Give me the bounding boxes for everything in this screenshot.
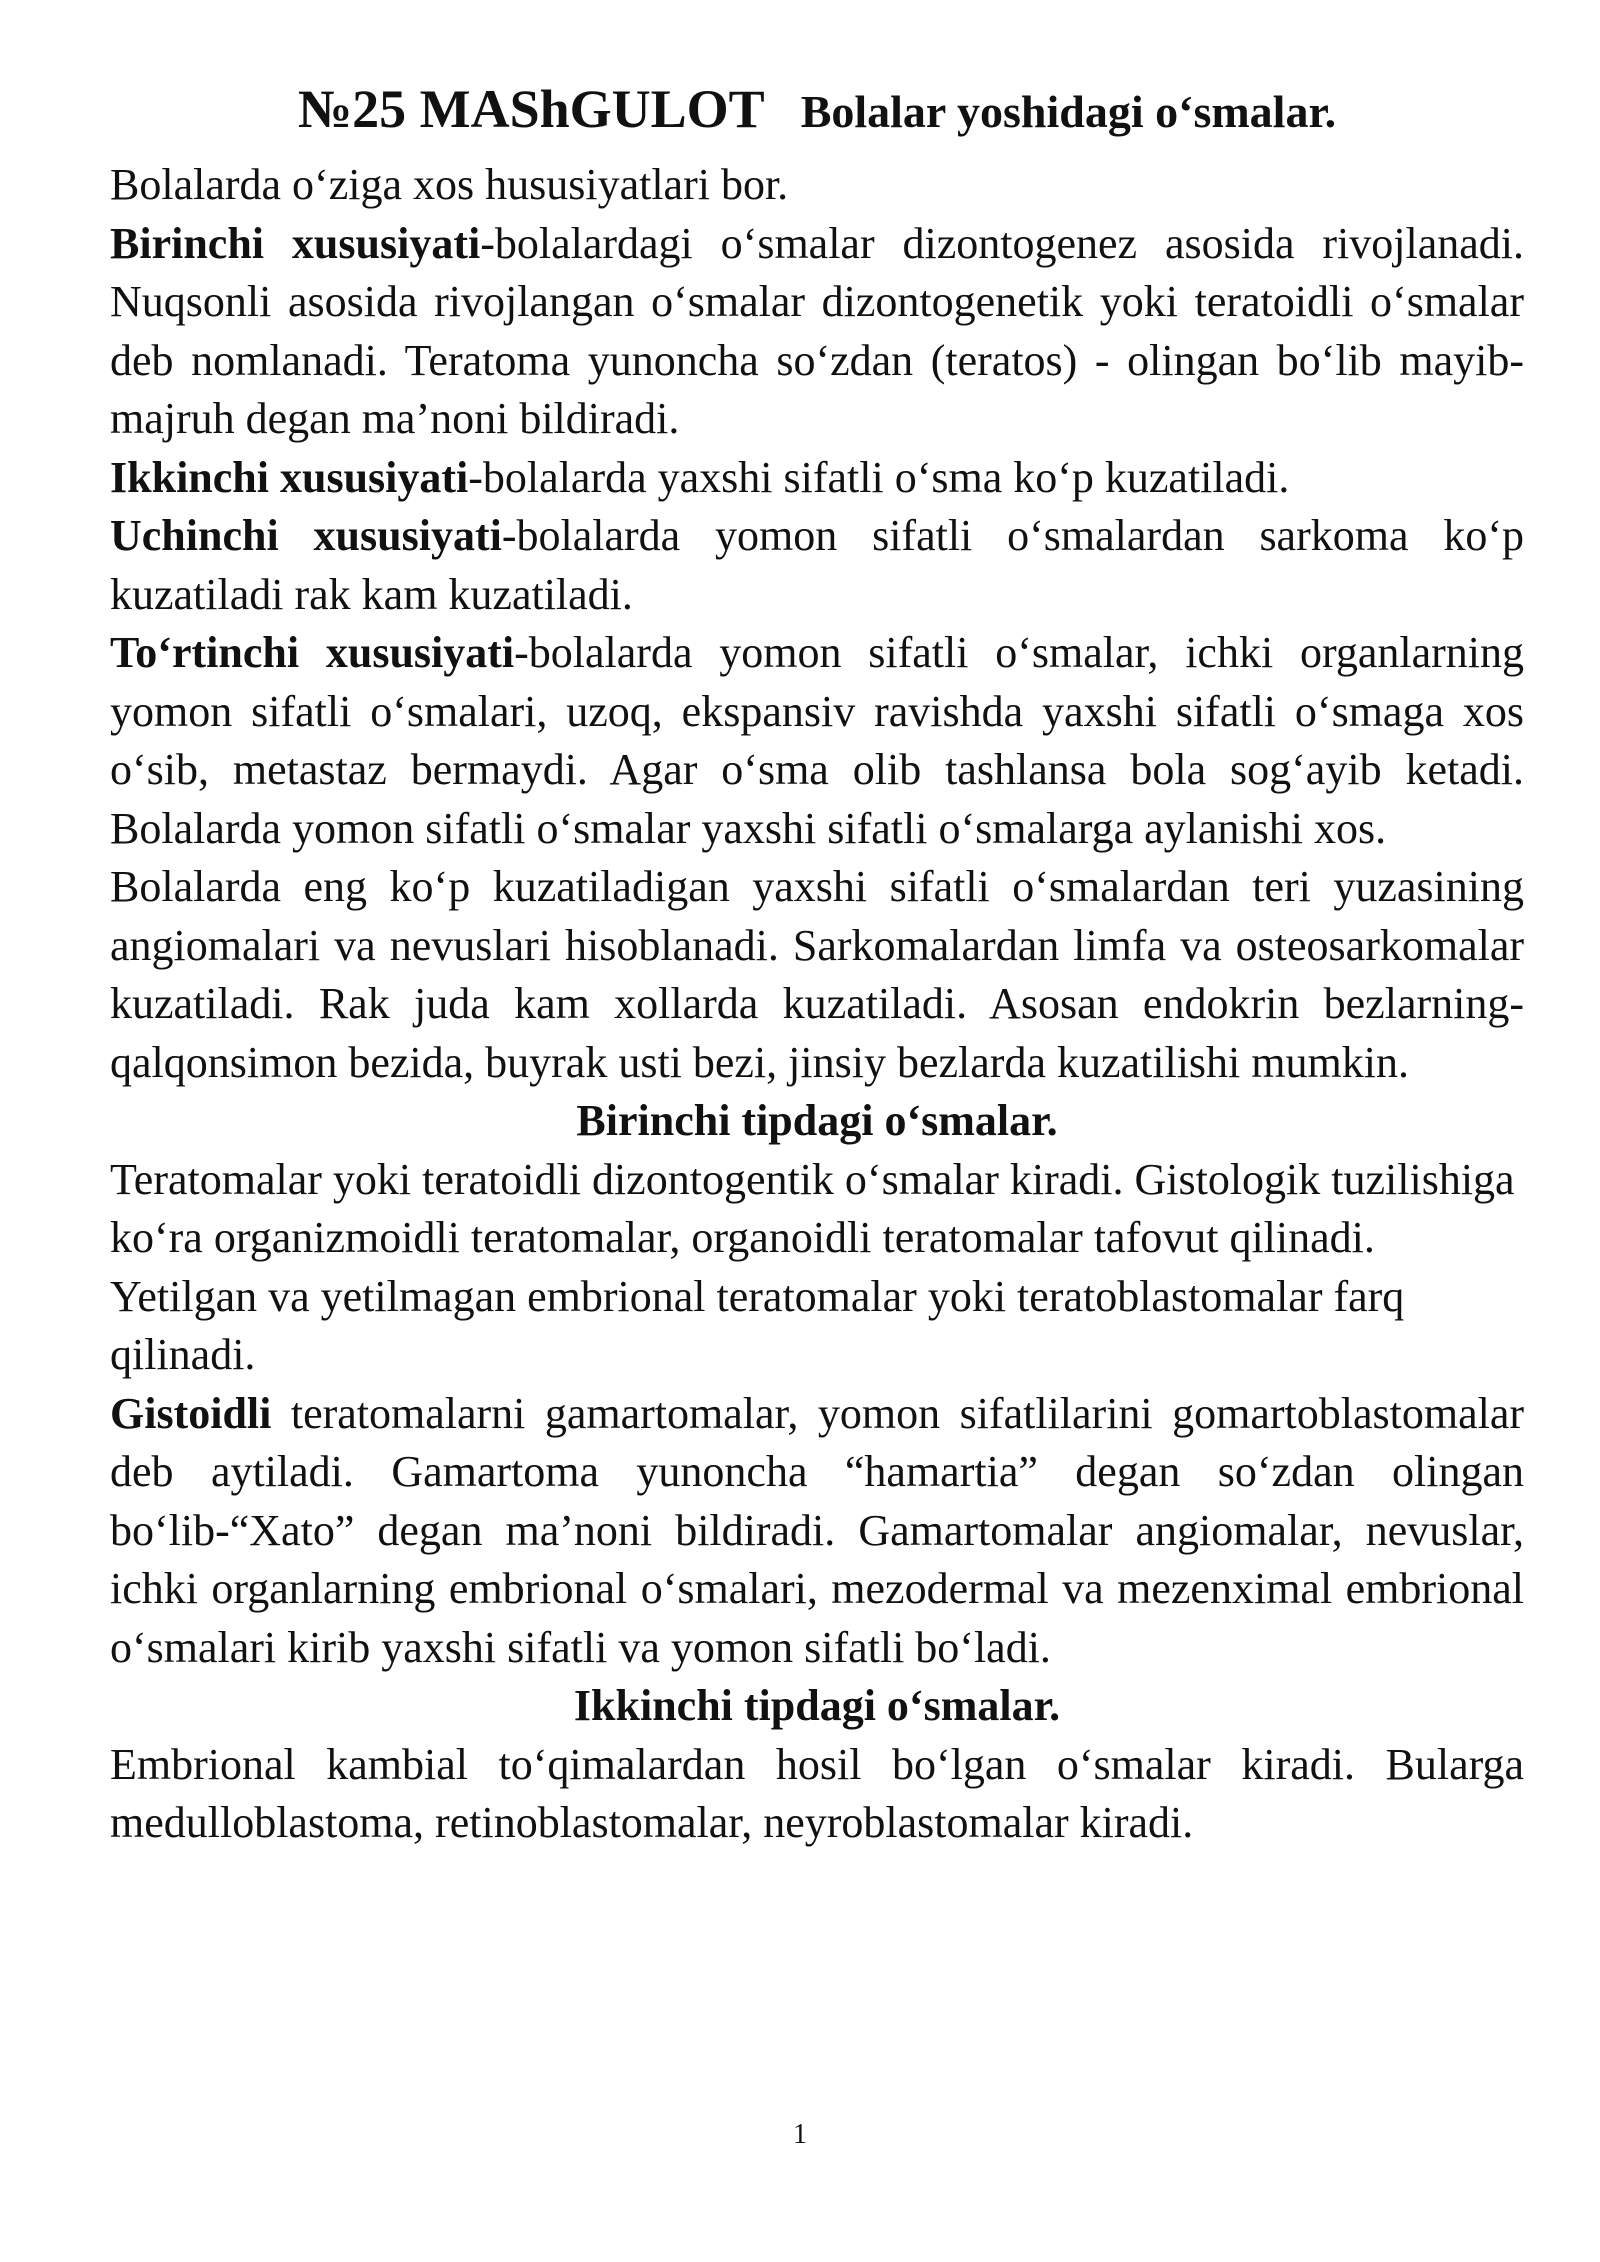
paragraph-fourth-feature (110, 624, 1524, 858)
second-feature-text: -bolalarda yaxshi sifatli o‘sma ko‘p kuzatiladi. (468, 452, 1290, 502)
first-feature-label: Birinchi xususiyati (110, 218, 481, 268)
third-feature-text: -bolalarda yomon sifatli o‘smalardan sarkoma ko‘p kuzatiladi rak kam kuzatiladi. (110, 511, 1524, 619)
page-number: 1 (793, 2119, 807, 2150)
first-feature-text: -bolalardagi o‘smalar dizontogenez asosida rivojlanadi. Nuqsonli asosida rivojlangan o‘smalar dizontogenetik yoki teratoidli o‘smalar deb nomlanadi. Teratoma yunoncha so‘zdan (teratos) - olingan bo‘lib mayib-majruh degan ma’noni bildiradi. (110, 218, 1525, 443)
paragraph-second-feature (110, 449, 1524, 508)
heading-second-type: Ikkinchi tipdagi o‘smalar. (573, 1681, 1061, 1730)
page-title (110, 66, 1524, 156)
heading-first-type: Birinchi tipdagi o‘smalar. (576, 1096, 1058, 1145)
histoid-label: Gistoidli (110, 1388, 272, 1438)
paragraph-third-feature (110, 507, 1524, 624)
fourth-feature-text: -bolalarda yomon sifatli o‘smalar, ichki organlarning yomon sifatli o‘smalari, uzoq, ekspansiv ravishda yaxshi sifatli o‘smaga xos o‘sib, metastaz bermaydi. Agar o‘sma olib tashlansa bola sog‘ayib ketadi. Bolalarda yomon sifatli o‘smalar yaxshi sifatli o‘smalarga aylanishi xos. (110, 628, 1524, 853)
histoid-text: teratomalarni gamartomalar, yomon sifatlilarini gomartoblastomalar deb aytiladi. Gamartoma yunoncha “hamartia” degan so‘zdan olingan bo‘lib-“Xato” degan ma’noni bildiradi. Gamartomalar angiomalar, nevuslar, ichki organlarning embrional o‘smalari, mezodermal va mezenximal embrional o‘smalari kirib yaxshi sifatli va yomon sifatli bo‘ladi. (110, 1388, 1524, 1672)
title-number: №25 MAShGULOT (297, 79, 765, 139)
second-feature-label: Ikkinchi xususiyati (110, 452, 469, 502)
title-subject: Bolalar yoshidagi o‘smalar. (800, 86, 1337, 137)
paragraph-first-feature (110, 215, 1524, 449)
intro-paragraph: Bolalarda o‘ziga xos hususіyatlari bor. (110, 160, 789, 209)
paragraph-histoid (110, 1385, 1524, 1678)
third-feature-label: Uchinchi xususiyati (110, 511, 502, 560)
paragraph-teratomas: Teratomalar yoki teratoidli dizontogentik o‘smalar kiradi. Gistologik tuzilishiga ko‘ra organizmoidli teratomalar, organoidli teratomalar tafovut qilinadi. Yetilgan va yetilmagan embrional teratomalar yoki teratoblastomalar farq qilinadi. (110, 1154, 1515, 1379)
paragraph-embryonal: Embrional kambial to‘qimalardan hosil bo‘lgan o‘smalar kiradi. Bularga medulloblastoma, retinoblastomalar, neyroblastomalar kiradi. (110, 1739, 1524, 1847)
paragraph-common-tumors: Bolalarda eng ko‘p kuzatiladigan yaxshi sifatli o‘smalardan teri yuzasining angiomalari va nevuslari hisoblanadi. Sarkomalardan limfa va osteosarkomalar kuzatiladi. Rak juda kam xollarda kuzatiladi. Asosan endokrin bezlarning-qalqonsimon bezida, buyrak usti bezi, jinsiy bezlarda kuzatilishi mumkin. (110, 862, 1524, 1087)
fourth-feature-label: To‘rtinchi xususiyati (110, 628, 515, 677)
